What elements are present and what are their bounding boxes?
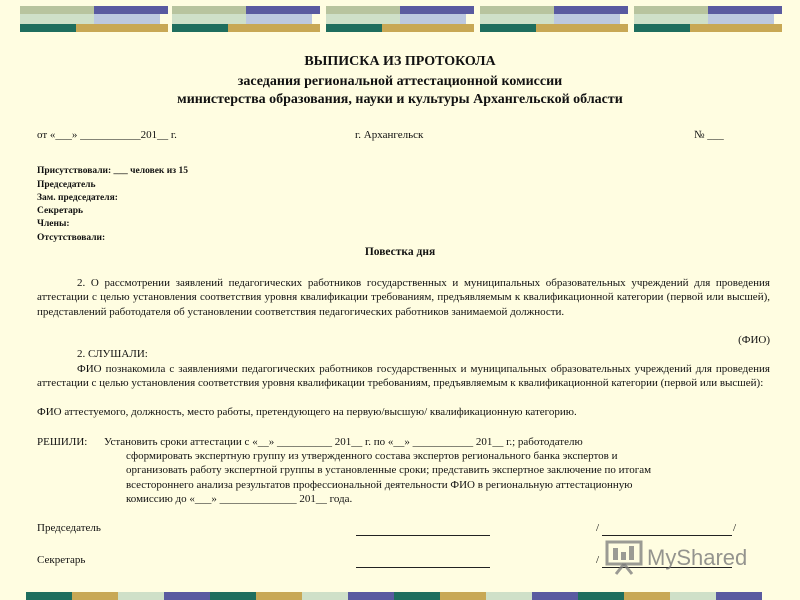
protocol-date: от «___» ___________201__ г.: [37, 129, 177, 141]
signature-chair-label: Председатель: [37, 522, 101, 534]
signature-chair-slash-end: /: [733, 522, 737, 534]
decided-line: организовать работу экспертной группы в установленные сроки; представить экспертное заключение по итогам: [126, 464, 652, 476]
deco-tile: [172, 6, 320, 38]
attendance-chair: Председатель: [37, 180, 96, 190]
decided-line: сформировать экспертную группу из утвержденного состава экспертов регионального банка экспертов и: [126, 450, 618, 462]
signature-chair-name-line: [602, 535, 732, 536]
heard-label: 2. СЛУШАЛИ:: [77, 348, 148, 360]
agenda-item: 2. О рассмотрении заявлений педагогических работников государственных и муниципальных образовательных учреждений для проведения аттестации с целью установления соответствия уровня квалификации требованиям, предъявляемым к квалификационной категории (первой или высшей), представлений работодателя об установлении соответствия педагогических работников занимаемой должности.: [37, 277, 770, 318]
attendance-deputy: Зам. председателя:: [37, 193, 118, 203]
presentation-icon: [605, 538, 765, 578]
signature-secretary-label: Секретарь: [37, 554, 86, 566]
heard-text: ФИО познакомила с заявлениями педагогических работников государственных и муниципальных образовательных учреждений для проведения аттестации с целью установления соответствия уровня квалификации требованиям, предъявляемым к квалификационной категории (первой или высшей):: [37, 363, 770, 390]
signature-secretary-slash: /: [596, 554, 600, 566]
deco-tile: [634, 6, 782, 38]
watermark-logo: [605, 538, 765, 578]
document-title: ВЫПИСКА ИЗ ПРОТОКОЛА: [304, 54, 496, 69]
signature-chair-slash: /: [596, 522, 600, 534]
agenda-heading: Повестка дня: [364, 246, 436, 258]
attendance-present: Присутствовали: ___ человек из 15: [37, 166, 188, 176]
watermark-text: MyShared: [647, 545, 748, 570]
document-subtitle-ministry: министерства образования, науки и культуры Архангельской области: [177, 92, 623, 107]
decided-line: всестороннего анализа результатов профессиональной деятельности ФИО в региональную аттестационную: [126, 479, 633, 491]
attendance-secretary: Секретарь: [37, 206, 84, 216]
decided-line: Установить сроки аттестации с «__» __________ 201__ г. по «__» ___________ 201__ г.; работодателю: [104, 436, 583, 448]
protocol-city: г. Архангельск: [355, 129, 424, 141]
decided-label: РЕШИЛИ:: [37, 436, 88, 448]
heard-candidate: ФИО аттестуемого, должность, место работы, претендующего на первую/высшую/ квалификационную категорию.: [37, 406, 577, 418]
deco-tile: [20, 6, 168, 38]
decided-line: комиссию до «___» ______________ 201__ года.: [126, 493, 353, 505]
deco-tile: [326, 6, 474, 38]
protocol-number: № ___: [694, 129, 724, 141]
bottom-decoration: [0, 592, 800, 600]
deco-tile: [480, 6, 628, 38]
attendance-absent: Отсутствовали:: [37, 233, 106, 243]
signature-chair-line: [356, 535, 490, 536]
attendance-members: Члены:: [37, 219, 70, 229]
agenda-fio: (ФИО): [738, 334, 770, 346]
signature-secretary-line: [356, 567, 490, 568]
document-subtitle: заседания региональной аттестационной комиссии: [237, 74, 563, 89]
